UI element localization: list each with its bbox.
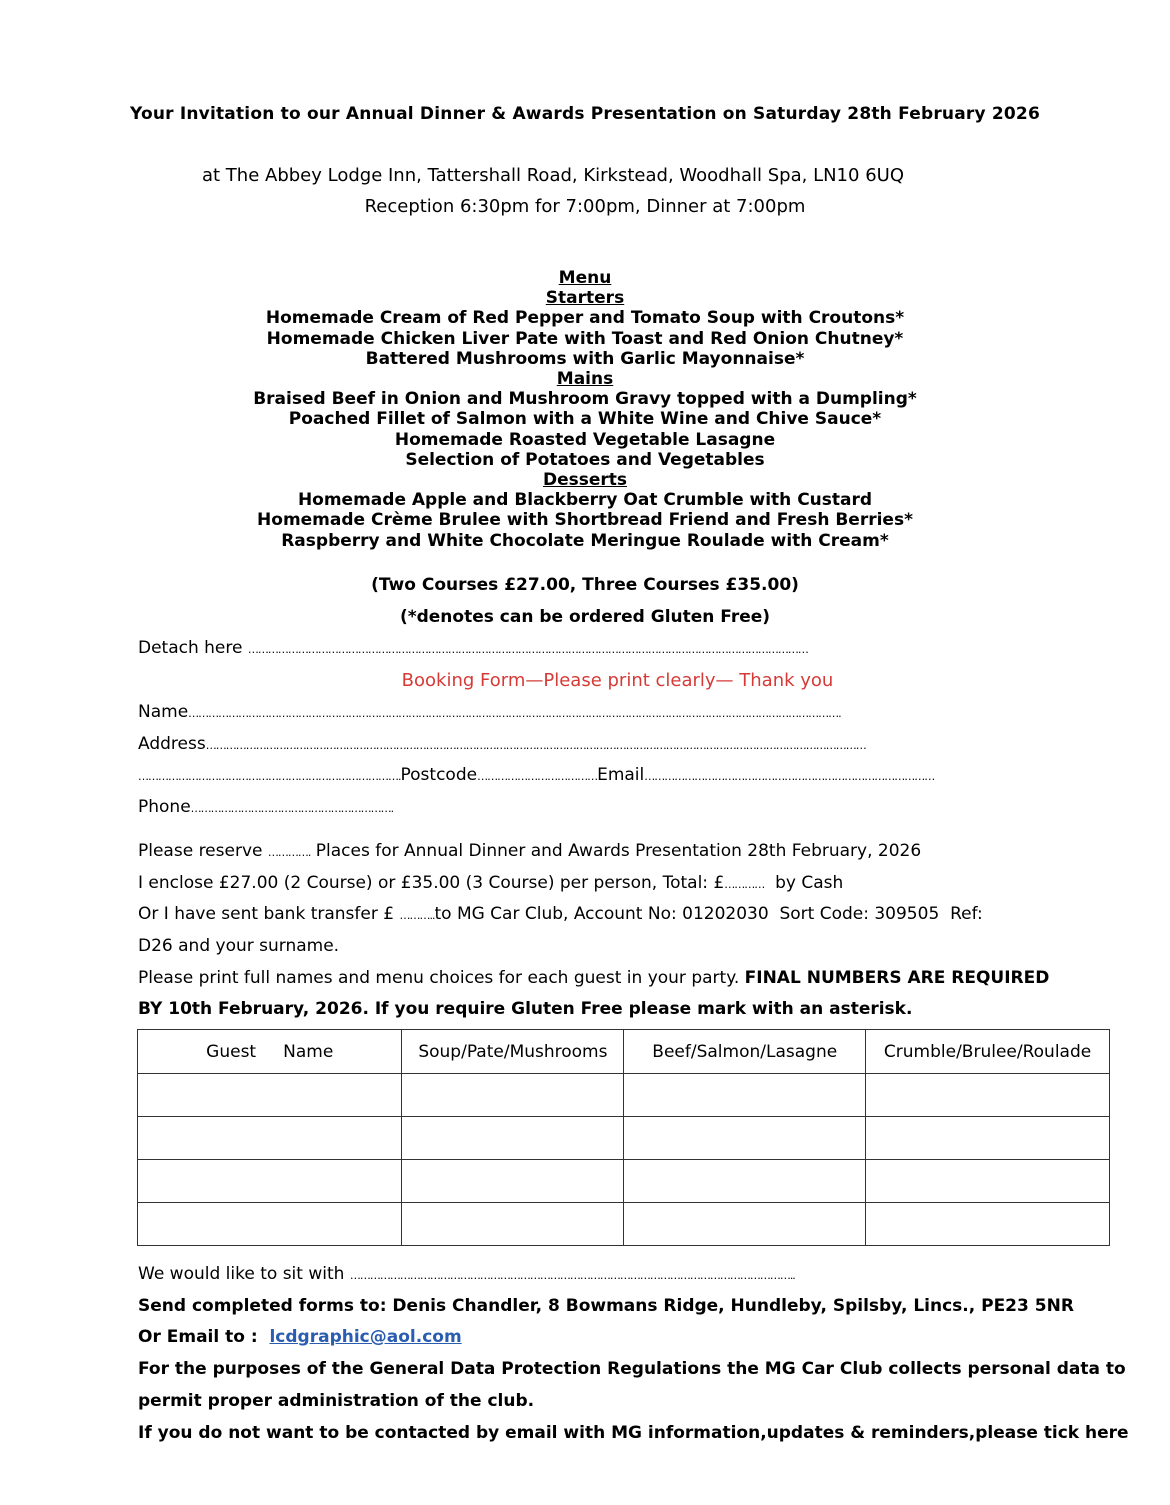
table-header-row <box>138 1030 1110 1074</box>
starter-item: Battered Mushrooms with Garlic Mayonnaise* <box>365 348 805 369</box>
desserts-heading: Desserts <box>542 470 628 491</box>
dessert-cell[interactable] <box>866 1160 1110 1203</box>
places-input-dots[interactable]: …………. <box>267 846 311 859</box>
main-item: Selection of Potatoes and Vegetables <box>405 449 765 470</box>
name-input-dots[interactable]: ……………………………………………………………………………………………………………………………………………………………………………. <box>188 707 841 720</box>
phone-field[interactable] <box>138 797 393 817</box>
bank-transfer-text: Or I have sent bank transfer £ <box>138 904 400 924</box>
name-field[interactable] <box>138 702 841 722</box>
invitation-title: Your Invitation to our Annual Dinner & Awards Presentation on Saturday 28th February 2026 <box>130 104 1040 124</box>
guest-name-cell[interactable] <box>138 1203 402 1246</box>
guest-name-cell[interactable] <box>138 1160 402 1203</box>
main-item: Braised Beef in Onion and Mushroom Gravy topped with a Dumpling* <box>253 389 917 410</box>
column-header-guest-name: Guest Name <box>138 1030 402 1074</box>
phone-input-dots[interactable]: ……………………………………………………. <box>190 802 394 815</box>
bank-details-text: to MG Car Club, Account No: 01202030 Sort Code: 309505 Ref: <box>434 904 983 924</box>
column-header-starters: Soup/Pate/Mushrooms <box>402 1030 624 1074</box>
main-item: Poached Fillet of Salmon with a White Wine and Chive Sauce* <box>288 409 882 430</box>
gdpr-line-1: For the purposes of the General Data Protection Regulations the MG Car Club collects personal data to <box>138 1359 1126 1379</box>
gdpr-line-2: permit proper administration of the club. <box>138 1391 535 1411</box>
address-line2-row <box>138 765 934 785</box>
table-row <box>138 1117 1110 1160</box>
reserve-text-post: Places for Annual Dinner and Awards Presentation 28th February, 2026 <box>310 841 922 861</box>
column-header-mains: Beef/Salmon/Lasagne <box>624 1030 866 1074</box>
table-row <box>138 1203 1110 1246</box>
send-to-address: Send completed forms to: Denis Chandler, 8 Bowmans Ridge, Hundleby, Spilsby, Lincs., PE23 5NR <box>138 1296 1074 1316</box>
dessert-cell[interactable] <box>866 1203 1110 1246</box>
enclose-line <box>138 873 843 893</box>
address-field[interactable] <box>138 734 866 754</box>
starter-item: Homemade Chicken Liver Pate with Toast and Red Onion Chutney* <box>266 328 904 349</box>
price-note: (Two Courses £27.00, Three Courses £35.00) <box>371 575 799 595</box>
address-line2-dots[interactable]: ……………………………………………………………………. <box>138 770 401 783</box>
address-input-dots[interactable]: ……………………………………………………………………………………………………………………………………………………………………………… <box>205 739 866 752</box>
starters-heading: Starters <box>545 288 625 309</box>
sit-with-label: We would like to sit with <box>138 1264 350 1284</box>
postcode-label: Postcode <box>400 765 478 785</box>
detach-line <box>138 638 808 658</box>
dessert-item: Raspberry and White Chocolate Meringue Roulade with Cream* <box>281 530 889 551</box>
gluten-free-note: (*denotes can be ordered Gluten Free) <box>399 607 771 627</box>
dessert-item: Homemade Apple and Blackberry Oat Crumble with Custard <box>297 490 873 511</box>
starter-cell[interactable] <box>402 1160 624 1203</box>
main-cell[interactable] <box>624 1074 866 1117</box>
sit-with-input-dots[interactable]: …………………………………………………………………………………………………………………….. <box>349 1269 795 1282</box>
starter-cell[interactable] <box>402 1074 624 1117</box>
email-to-label: Or Email to : <box>138 1327 270 1347</box>
name-label: Name <box>138 702 189 722</box>
reference-line: D26 and your surname. <box>138 936 340 956</box>
guest-name-cell[interactable] <box>138 1074 402 1117</box>
reception-time: Reception 6:30pm for 7:00pm, Dinner at 7:00pm <box>364 196 806 217</box>
guest-name-cell[interactable] <box>138 1117 402 1160</box>
mains-heading: Mains <box>556 369 614 390</box>
main-cell[interactable] <box>624 1160 866 1203</box>
main-cell[interactable] <box>624 1203 866 1246</box>
reserve-places-line <box>138 841 921 861</box>
deadline-line: BY 10th February, 2026. If you require Gluten Free please mark with an asterisk. <box>138 999 913 1019</box>
phone-label: Phone <box>138 797 191 817</box>
starter-cell[interactable] <box>402 1117 624 1160</box>
sit-with-line <box>138 1264 795 1284</box>
menu-section <box>0 268 1170 551</box>
booking-form-heading: Booking Form—Please print clearly— Thank you <box>401 670 834 691</box>
detach-label: Detach here <box>138 638 243 658</box>
email-label: Email <box>597 765 645 785</box>
venue-address: at The Abbey Lodge Inn, Tattershall Road, Kirkstead, Woodhall Spa, LN10 6UQ <box>202 165 904 186</box>
by-cash-text: by Cash <box>764 873 844 893</box>
table-row <box>138 1074 1110 1117</box>
opt-out-line: If you do not want to be contacted by email with MG information,updates & reminders,please tick here <box>138 1423 1129 1443</box>
transfer-amount-dots[interactable]: ……….. <box>399 909 435 922</box>
starter-cell[interactable] <box>402 1203 624 1246</box>
main-cell[interactable] <box>624 1117 866 1160</box>
email-link[interactable]: lcdgraphic@aol.com <box>269 1327 462 1347</box>
column-header-desserts: Crumble/Brulee/Roulade <box>866 1030 1110 1074</box>
enclose-text: I enclose £27.00 (2 Course) or £35.00 (3 Course) per person, Total: £ <box>138 873 725 893</box>
address-label: Address <box>138 734 206 754</box>
final-numbers-text: FINAL NUMBERS ARE REQUIRED <box>744 968 1050 988</box>
detach-dots: …………………………………………………………………………………………………………………………………………………… <box>247 643 808 656</box>
email-input-dots[interactable]: …………………………………………………………………………… <box>644 770 935 783</box>
dessert-item: Homemade Crème Brulee with Shortbread Friend and Fresh Berries* <box>257 510 913 531</box>
instruction-text: Please print full names and menu choices for each guest in your party. <box>138 968 745 988</box>
menu-title: Menu <box>558 268 612 288</box>
instruction-line <box>138 968 1049 988</box>
postcode-input-dots[interactable]: ……………………………… <box>477 770 598 783</box>
email-line <box>138 1327 462 1347</box>
reserve-text: Please reserve <box>138 841 268 861</box>
total-input-dots[interactable]: ………… <box>724 878 765 891</box>
dessert-cell[interactable] <box>866 1074 1110 1117</box>
table-row <box>138 1160 1110 1203</box>
guest-table <box>137 1029 1110 1246</box>
main-item: Homemade Roasted Vegetable Lasagne <box>394 429 776 450</box>
bank-transfer-line <box>138 904 983 924</box>
dessert-cell[interactable] <box>866 1117 1110 1160</box>
starter-item: Homemade Cream of Red Pepper and Tomato Soup with Croutons* <box>265 308 905 329</box>
